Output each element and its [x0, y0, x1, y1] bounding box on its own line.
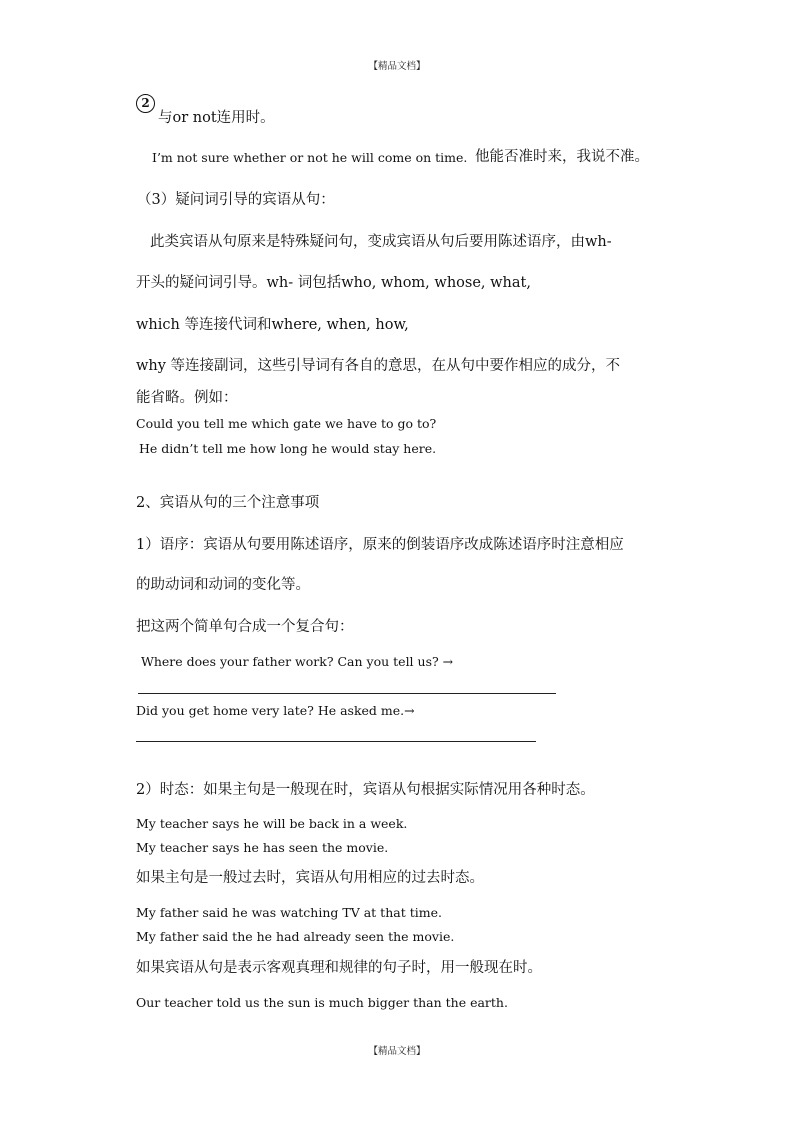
paragraph-line-3: which 等连接代词和where, when, how, [136, 317, 409, 333]
example-whether-or-not: I’m not sure whether or not he will come on time. [152, 150, 468, 165]
example-past-2: My father said the he had already seen the movie. [136, 929, 455, 944]
paragraph-line-4: why 等连接副词，这些引导词有各自的意思，在从句中要作相应的成分，不 [136, 358, 621, 374]
example-universal-truth: Our teacher told us the sun is much bigger than the earth. [136, 995, 508, 1010]
rule-1-line-2: 的助动词和动词的变化等。 [136, 577, 310, 593]
rule-universal-truth: 如果宾语从句是表示客观真理和规律的句子时，用一般现在时。 [136, 960, 542, 976]
exercise-instruction: 把这两个简单句合成一个复合句： [136, 619, 354, 635]
rule-2-heading: 2）时态：如果主句是一般现在时，宾语从句根据实际情况用各种时态。 [136, 782, 595, 798]
paragraph-line-2: 开头的疑问词引导。wh- 词包括who, whom, whose, what, [136, 275, 531, 291]
exercise-1-answer-line [138, 693, 556, 694]
circled-number-2: 2 [136, 94, 155, 113]
page-header: 【精品文档】 [368, 61, 426, 72]
example-how-long: He didn’t tell me how long he would stay here. [139, 441, 437, 456]
example-present-1: My teacher says he will be back in a week. [136, 816, 408, 831]
section-3-heading: （3）疑问词引导的宾语从句： [137, 192, 335, 208]
rule-past-tense: 如果主句是一般过去时，宾语从句用相应的过去时态。 [136, 870, 484, 886]
example-present-2: My teacher says he has seen the movie. [136, 840, 389, 855]
exercise-2-answer-line [136, 741, 536, 742]
section-2-heading: 2、宾语从句的三个注意事项 [136, 495, 320, 511]
exercise-2-prompt: Did you get home very late? He asked me.→ [136, 703, 415, 718]
rule-1-line-1: 1）语序：宾语从句要用陈述语序，原来的倒装语序改成陈述语序时注意相应 [136, 537, 624, 553]
point-2-line: 与or not连用时。 [158, 110, 275, 126]
example-whether-or-not-translation: 他能否准时来，我说不准。 [475, 149, 649, 165]
paragraph-line-1: 此类宾语从句原来是特殊疑问句，变成宾语从句后要用陈述语序，由wh- [150, 234, 612, 250]
exercise-1-prompt: Where does your father work? Can you tell us? → [141, 654, 454, 669]
example-past-1: My father said he was watching TV at that time. [136, 905, 442, 920]
page-footer: 【精品文档】 [368, 1046, 426, 1057]
paragraph-line-5: 能省略。例如： [136, 390, 238, 406]
example-which-gate: Could you tell me which gate we have to go to? [136, 416, 437, 431]
